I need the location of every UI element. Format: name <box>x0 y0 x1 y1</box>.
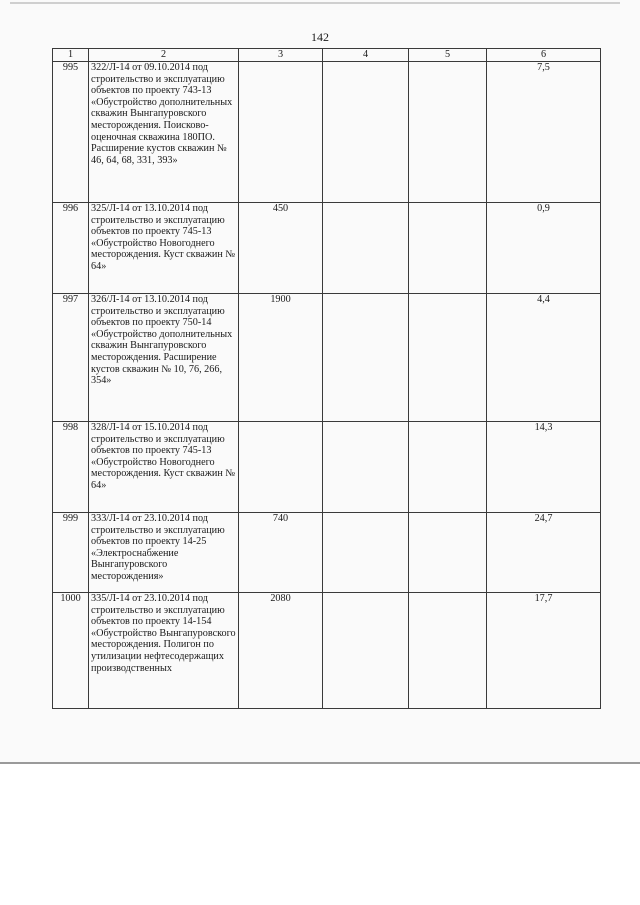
row-col6: 4,4 <box>487 294 601 422</box>
header-col-1: 1 <box>53 49 89 62</box>
row-description: 328/Л-14 от 15.10.2014 под строительство и эксплуатацию объектов по проекту 745-13 «Обустройство Новогоднего месторождения. Куст скважин № 64» <box>89 422 239 513</box>
page-number: 142 <box>311 30 329 44</box>
header-col-2: 2 <box>89 49 239 62</box>
row-description: 325/Л-14 от 13.10.2014 под строительство и эксплуатацию объектов по проекту 745-13 «Обустройство Новогоднего месторождения. Куст скважин № 64» <box>89 203 239 294</box>
scan-edge-line <box>10 2 620 4</box>
table-row <box>53 294 601 422</box>
row-col4 <box>323 203 409 294</box>
header-col-4: 4 <box>323 49 409 62</box>
header-col-6: 6 <box>487 49 601 62</box>
row-col4 <box>323 593 409 709</box>
row-col3: 740 <box>239 513 323 593</box>
row-number: 997 <box>53 294 89 422</box>
row-col6: 24,7 <box>487 513 601 593</box>
row-col3 <box>239 62 323 203</box>
row-col6: 7,5 <box>487 62 601 203</box>
table-header-row <box>53 49 601 62</box>
table-row <box>53 593 601 709</box>
row-col3: 450 <box>239 203 323 294</box>
row-number: 998 <box>53 422 89 513</box>
row-number: 1000 <box>53 593 89 709</box>
row-col3: 2080 <box>239 593 323 709</box>
row-col3: 1900 <box>239 294 323 422</box>
row-col5 <box>409 422 487 513</box>
row-description: 335/Л-14 от 23.10.2014 под строительство и эксплуатацию объектов по проекту 14-154 «Обустройство Вынгапуровского месторождения. Полигон по утилизации нефтесодержащих производственных <box>89 593 239 709</box>
row-col6: 14,3 <box>487 422 601 513</box>
row-col4 <box>323 422 409 513</box>
table-row <box>53 422 601 513</box>
row-col5 <box>409 62 487 203</box>
row-col6: 17,7 <box>487 593 601 709</box>
row-col5 <box>409 513 487 593</box>
row-col6: 0,9 <box>487 203 601 294</box>
land-plots-table <box>52 48 601 709</box>
row-col4 <box>323 513 409 593</box>
table-row <box>53 203 601 294</box>
row-number: 996 <box>53 203 89 294</box>
row-col5 <box>409 593 487 709</box>
row-col3 <box>239 422 323 513</box>
header-col-3: 3 <box>239 49 323 62</box>
header-col-5: 5 <box>409 49 487 62</box>
row-col4 <box>323 294 409 422</box>
row-col4 <box>323 62 409 203</box>
row-col5 <box>409 294 487 422</box>
row-description: 326/Л-14 от 13.10.2014 под строительство и эксплуатацию объектов по проекту 750-14 «Обустройство дополнительных скважин Вынгапуровского месторождения. Расширение кустов скважин № 10, 76, 266, 354» <box>89 294 239 422</box>
row-col5 <box>409 203 487 294</box>
row-description: 333/Л-14 от 23.10.2014 под строительство и эксплуатацию объектов по проекту 14-25 «Электроснабжение Вынгапуровского месторождения» <box>89 513 239 593</box>
row-number: 999 <box>53 513 89 593</box>
row-description: 322/Л-14 от 09.10.2014 под строительство и эксплуатацию объектов по проекту 743-13 «Обустройство дополнительных скважин Вынгапуровского месторождения. Поисково-оценочная скважина 180ПО. Расширение кустов скважин № 46, 64, 68, 331, 393» <box>89 62 239 203</box>
table-row <box>53 62 601 203</box>
row-number: 995 <box>53 62 89 203</box>
table-row <box>53 513 601 593</box>
